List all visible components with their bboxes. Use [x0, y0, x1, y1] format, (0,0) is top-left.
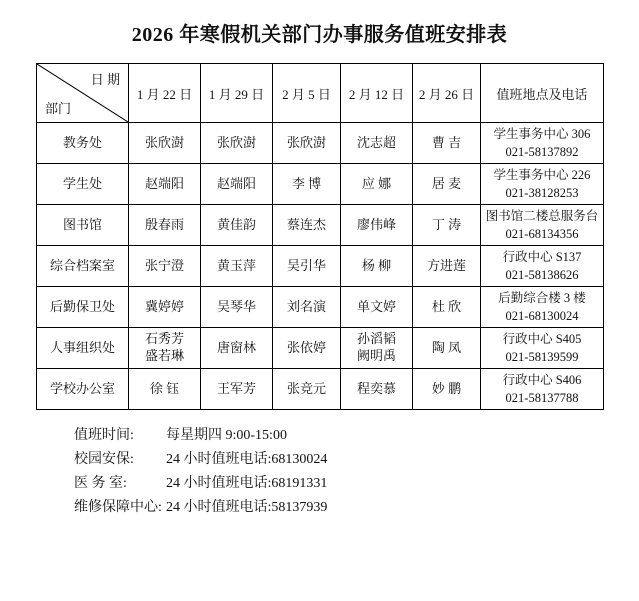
duty-location-contact: [481, 246, 604, 287]
duty-person: 居 麦: [413, 164, 481, 205]
duty-phone: 021-58138626: [505, 268, 579, 282]
duty-person: 陶 凤: [413, 328, 481, 369]
duty-person: 丁 涛: [413, 205, 481, 246]
corner-dept-label: 部门: [45, 101, 72, 116]
note-label: 值班时间:: [74, 428, 134, 443]
column-header-date-2: 1 月 29 日: [201, 64, 273, 123]
corner-header-cell: [37, 64, 129, 123]
table-row: [37, 123, 604, 164]
duty-person: 黄玉萍: [201, 246, 273, 287]
duty-person: 曹 吉: [413, 123, 481, 164]
column-header-date-3: 2 月 5 日: [273, 64, 341, 123]
duty-phone: 021-58139599: [505, 350, 579, 364]
duty-person: 张欣澍: [129, 123, 201, 164]
dept-name: 后勤保卫处: [37, 287, 129, 328]
duty-person: 孙滔韬 阙明禹: [341, 328, 413, 369]
duty-location: 行政中心 S406: [502, 372, 582, 387]
note-label: 维修保障中心:: [74, 500, 162, 516]
duty-person: 黄佳韵: [201, 205, 273, 246]
note-label: 医 务 室:: [74, 476, 127, 492]
note-medical-office: [74, 472, 603, 496]
dept-name: 教务处: [37, 123, 129, 164]
column-header-location: 值班地点及电话: [481, 64, 604, 123]
note-label: 校园安保:: [74, 452, 134, 468]
table-body: [37, 123, 604, 410]
duty-person: 唐窗林: [201, 328, 273, 369]
duty-location: 学生事务中心 306: [493, 126, 591, 141]
footer-notes: [36, 424, 603, 520]
duty-location: 后勤综合楼 3 楼: [498, 290, 586, 305]
dept-name: 综合档案室: [37, 246, 129, 287]
duty-person: 张欣澍: [201, 123, 273, 164]
duty-schedule-table: [36, 63, 604, 410]
dept-name: 学校办公室: [37, 369, 129, 410]
duty-person: 程奕慕: [341, 369, 413, 410]
duty-phone: 021-68130024: [505, 309, 579, 323]
table-row: [37, 164, 604, 205]
duty-person: 李 博: [273, 164, 341, 205]
duty-phone: 021-58137788: [505, 391, 579, 405]
duty-location: 图书馆二楼总服务台: [485, 208, 599, 223]
column-header-date-4: 2 月 12 日: [341, 64, 413, 123]
duty-location-contact: [481, 164, 604, 205]
duty-person: 冀婷婷: [129, 287, 201, 328]
dept-name: 图书馆: [37, 205, 129, 246]
page-title: 2026 年寒假机关部门办事服务值班安排表: [131, 24, 508, 46]
corner-date-label: 日 期: [90, 72, 120, 87]
duty-person: 方进莲: [413, 246, 481, 287]
duty-person: 王军芳: [201, 369, 273, 410]
duty-phone: 021-68134356: [505, 227, 579, 241]
duty-person: 张欣澍: [273, 123, 341, 164]
duty-phone: 021-58137892: [505, 145, 579, 159]
duty-location: 行政中心 S405: [502, 331, 582, 346]
note-campus-security: [74, 448, 603, 472]
duty-person: 单文婷: [341, 287, 413, 328]
duty-person: 吴引华: [273, 246, 341, 287]
duty-person: 赵端阳: [201, 164, 273, 205]
duty-person: 蔡连杰: [273, 205, 341, 246]
duty-location-contact: [481, 287, 604, 328]
column-header-date-5: 2 月 26 日: [413, 64, 481, 123]
duty-location: 行政中心 S137: [502, 249, 582, 264]
table-header-row: [37, 64, 604, 123]
duty-person: 张宁澄: [129, 246, 201, 287]
table-row: [37, 205, 604, 246]
table-row: [37, 328, 604, 369]
duty-location-contact: [481, 328, 604, 369]
duty-phone: 021-38128253: [505, 186, 579, 200]
duty-person: 张依婷: [273, 328, 341, 369]
duty-person: 廖伟峰: [341, 205, 413, 246]
duty-person: 沈志超: [341, 123, 413, 164]
duty-location-contact: [481, 123, 604, 164]
dept-name: 学生处: [37, 164, 129, 205]
duty-person: 杜 欣: [413, 287, 481, 328]
duty-person: 石秀芳 盛若琳: [129, 328, 201, 369]
dept-name: 人事组织处: [37, 328, 129, 369]
note-value: 每星期四 9:00-15:00: [166, 428, 287, 443]
table-row: [37, 369, 604, 410]
note-duty-time: [74, 424, 603, 448]
note-maintenance-center: [74, 496, 603, 520]
duty-person: 张竞元: [273, 369, 341, 410]
duty-person: 殷春雨: [129, 205, 201, 246]
duty-person: 吴琴华: [201, 287, 273, 328]
table-row: [37, 246, 604, 287]
column-header-date-1: 1 月 22 日: [129, 64, 201, 123]
duty-person: 刘名演: [273, 287, 341, 328]
table-row: [37, 287, 604, 328]
duty-person: 徐 钰: [129, 369, 201, 410]
duty-person: 妙 鹏: [413, 369, 481, 410]
duty-location-contact: [481, 369, 604, 410]
note-value: 24 小时值班电话:68191331: [166, 476, 328, 492]
duty-location: 学生事务中心 226: [493, 167, 591, 182]
duty-person: 应 娜: [341, 164, 413, 205]
note-value: 24 小时值班电话:68130024: [166, 452, 328, 468]
duty-location-contact: [481, 205, 604, 246]
duty-person: 赵端阳: [129, 164, 201, 205]
note-value: 24 小时值班电话:58137939: [166, 500, 328, 516]
duty-person: 杨 柳: [341, 246, 413, 287]
